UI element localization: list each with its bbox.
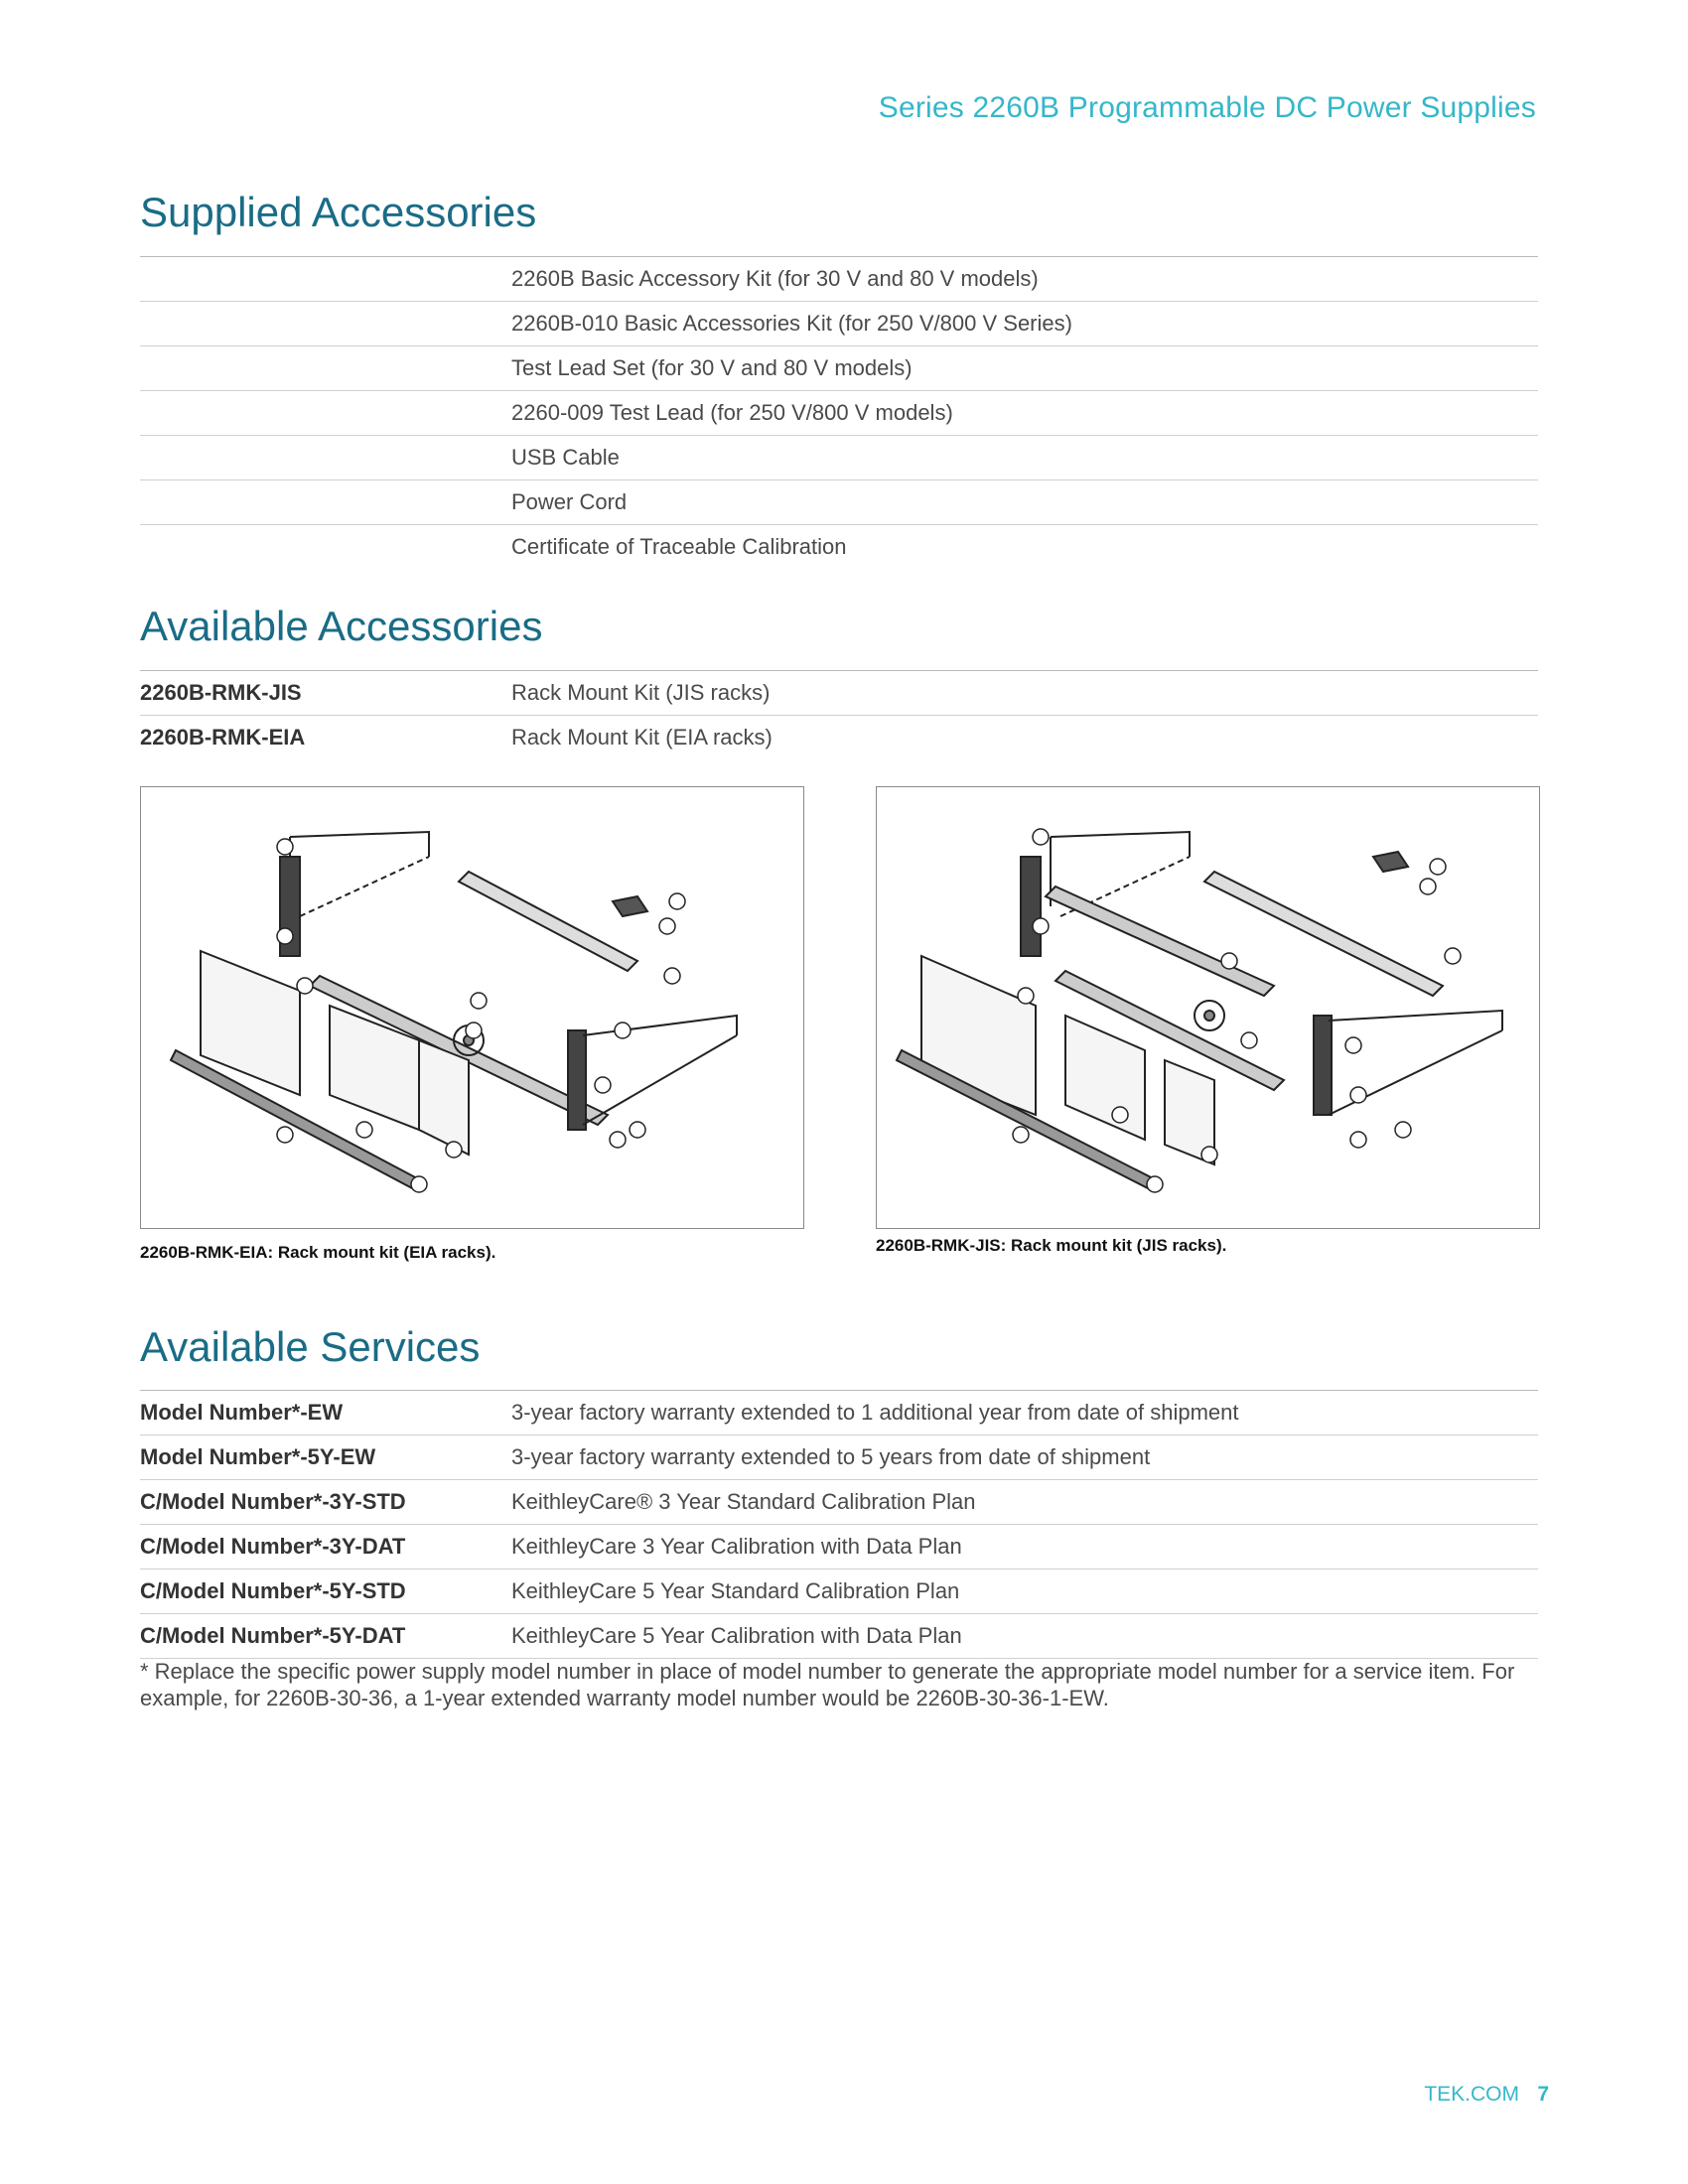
table-row: [140, 436, 1538, 480]
available-accessories-table: [140, 670, 1538, 759]
accessory-model: 2260B-RMK-EIA: [140, 725, 306, 750]
service-desc: 3-year factory warranty extended to 1 additional year from date of shipment: [511, 1400, 1239, 1425]
service-model: C/Model Number*-3Y-STD: [140, 1489, 406, 1514]
accessory-desc: Rack Mount Kit (EIA racks): [511, 725, 773, 750]
services-footnote: * Replace the specific power supply model number in place of model number to generate the appropriate model number for a service item. For example, for 2260B-30-36, a 1-year extended warranty model number would be 2260B-30-36-1-EW.: [140, 1659, 1515, 1710]
supplied-item: 2260B-010 Basic Accessories Kit (for 250 V/800 V Series): [511, 311, 1072, 336]
page-number: 7: [1537, 2083, 1549, 2106]
table-row: [140, 1525, 1538, 1570]
service-desc: 3-year factory warranty extended to 5 years from date of shipment: [511, 1444, 1151, 1469]
supplied-item: USB Cable: [511, 445, 620, 470]
table-row: [140, 1570, 1538, 1614]
service-desc: KeithleyCare® 3 Year Standard Calibration Plan: [511, 1489, 976, 1514]
service-desc: KeithleyCare 3 Year Calibration with Data Plan: [511, 1534, 962, 1559]
table-row: [140, 257, 1538, 302]
service-model: C/Model Number*-5Y-DAT: [140, 1623, 406, 1648]
table-row: [140, 346, 1538, 391]
supplied-item: Certificate of Traceable Calibration: [511, 534, 847, 559]
supplied-item: Power Cord: [511, 489, 628, 514]
table-row: [140, 1614, 1538, 1659]
table-row: [140, 716, 1538, 759]
table-row: [140, 480, 1538, 525]
available-accessories-heading: Available Accessories: [140, 603, 543, 649]
service-model: Model Number*-5Y-EW: [140, 1444, 376, 1469]
table-row: [140, 1480, 1538, 1525]
table-row: [140, 302, 1538, 346]
rack-mount-eia-figure: [140, 786, 804, 1229]
supplied-item: 2260-009 Test Lead (for 250 V/800 V models): [511, 400, 953, 425]
table-row: [140, 525, 1538, 569]
table-row: [140, 1391, 1538, 1435]
rack-mount-jis-caption: 2260B-RMK-JIS: Rack mount kit (JIS racks).: [876, 1236, 1227, 1255]
rack-mount-jis-diagram: [877, 787, 1539, 1228]
available-services-table: [140, 1390, 1538, 1659]
table-row: [140, 1435, 1538, 1480]
rack-mount-jis-figure: [876, 786, 1540, 1229]
service-model: C/Model Number*-5Y-STD: [140, 1578, 406, 1603]
service-desc: KeithleyCare 5 Year Calibration with Data Plan: [511, 1623, 962, 1648]
table-row: [140, 391, 1538, 436]
supplied-accessories-heading: Supplied Accessories: [140, 189, 537, 235]
rack-mount-eia-caption: 2260B-RMK-EIA: Rack mount kit (EIA racks).: [140, 1243, 496, 1262]
accessory-model: 2260B-RMK-JIS: [140, 680, 302, 705]
accessory-desc: Rack Mount Kit (JIS racks): [511, 680, 771, 705]
service-model: C/Model Number*-3Y-DAT: [140, 1534, 406, 1559]
supplied-item: 2260B Basic Accessory Kit (for 30 V and 80 V models): [511, 266, 1039, 291]
document-header-title: Series 2260B Programmable DC Power Supplies: [878, 91, 1536, 124]
available-services-heading: Available Services: [140, 1323, 481, 1370]
supplied-accessories-table: [140, 256, 1538, 569]
supplied-item: Test Lead Set (for 30 V and 80 V models): [511, 355, 913, 380]
service-model: Model Number*-EW: [140, 1400, 344, 1425]
rack-mount-eia-diagram: [141, 787, 803, 1228]
service-desc: KeithleyCare 5 Year Standard Calibration Plan: [511, 1578, 960, 1603]
table-row: [140, 671, 1538, 716]
footer-tek-link[interactable]: TEK.COM: [1424, 2083, 1519, 2106]
